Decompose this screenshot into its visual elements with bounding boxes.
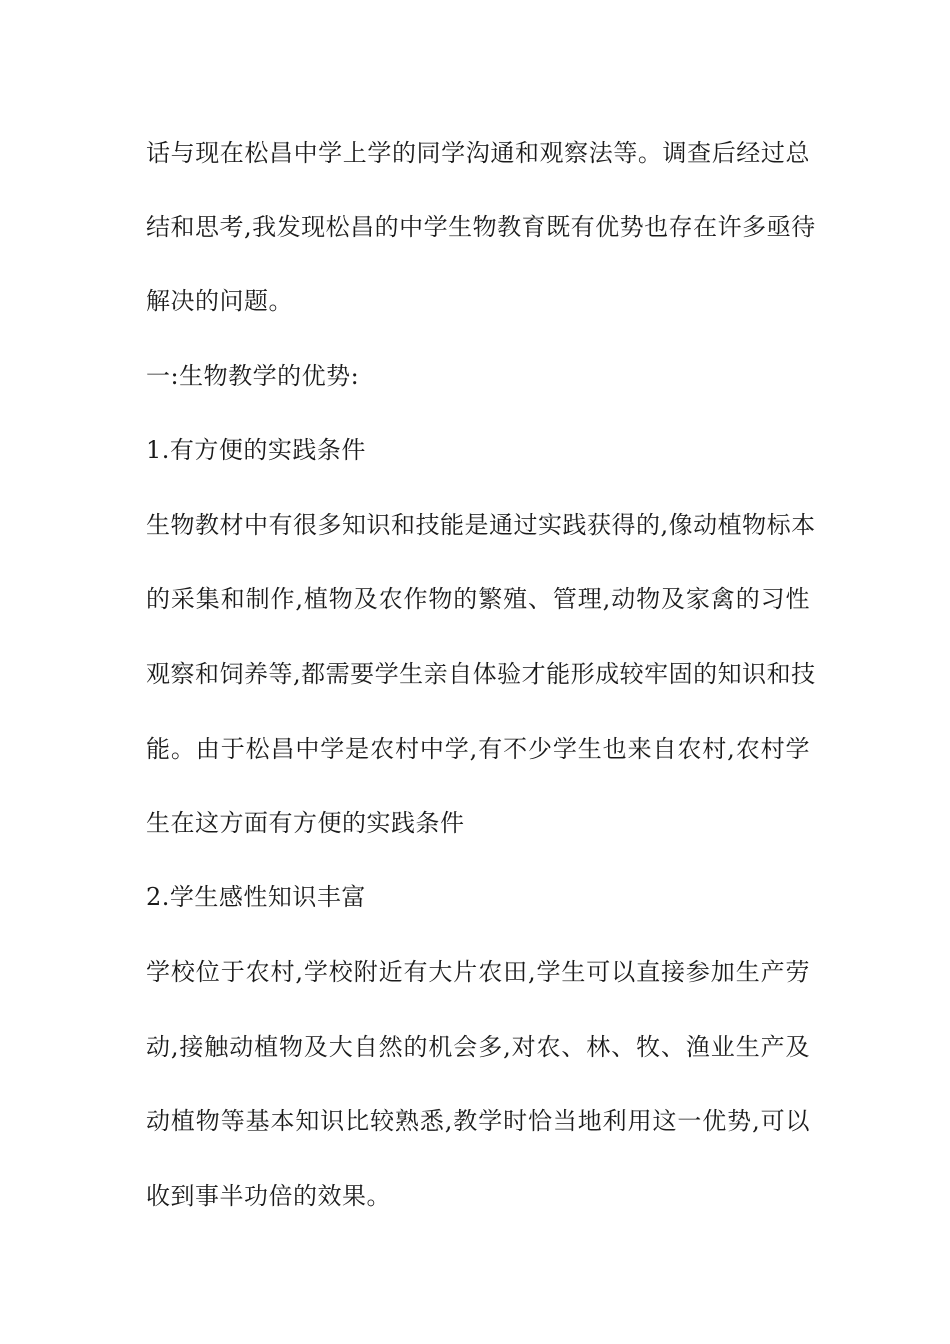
paragraph-line: 生物教材中有很多知识和技能是通过实践获得的,像动植物标本 — [146, 511, 816, 539]
paragraph-line: 动,接触动植物及大自然的机会多,对农、林、牧、渔业生产及 — [146, 1033, 810, 1061]
paragraph-line: 能。由于松昌中学是农村中学,有不少学生也来自农村,农村学 — [146, 735, 810, 763]
item-heading: 2.学生感性知识丰富 — [146, 883, 366, 911]
paragraph-line: 的采集和制作,植物及农作物的繁殖、管理,动物及家禽的习性 — [146, 585, 810, 613]
paragraph-line: 收到事半功倍的效果。 — [146, 1182, 391, 1210]
paragraph-line: 话与现在松昌中学上学的同学沟通和观察法等。调查后经过总 — [146, 139, 810, 167]
paragraph-line: 解决的问题。 — [146, 287, 293, 315]
paragraph-line: 动植物等基本知识比较熟悉,教学时恰当地利用这一优势,可以 — [146, 1107, 810, 1135]
item-heading: 1.有方便的实践条件 — [146, 436, 366, 464]
paragraph-line: 学校位于农村,学校附近有大片农田,学生可以直接参加生产劳 — [146, 958, 810, 986]
paragraph-line: 生在这方面有方便的实践条件 — [146, 809, 465, 837]
paragraph-line: 观察和饲养等,都需要学生亲自体验才能形成较牢固的知识和技 — [146, 660, 816, 688]
paragraph-line: 结和思考,我发现松昌的中学生物教育既有优势也存在许多亟待 — [146, 213, 816, 241]
section-heading: 一:生物教学的优势: — [146, 362, 360, 390]
